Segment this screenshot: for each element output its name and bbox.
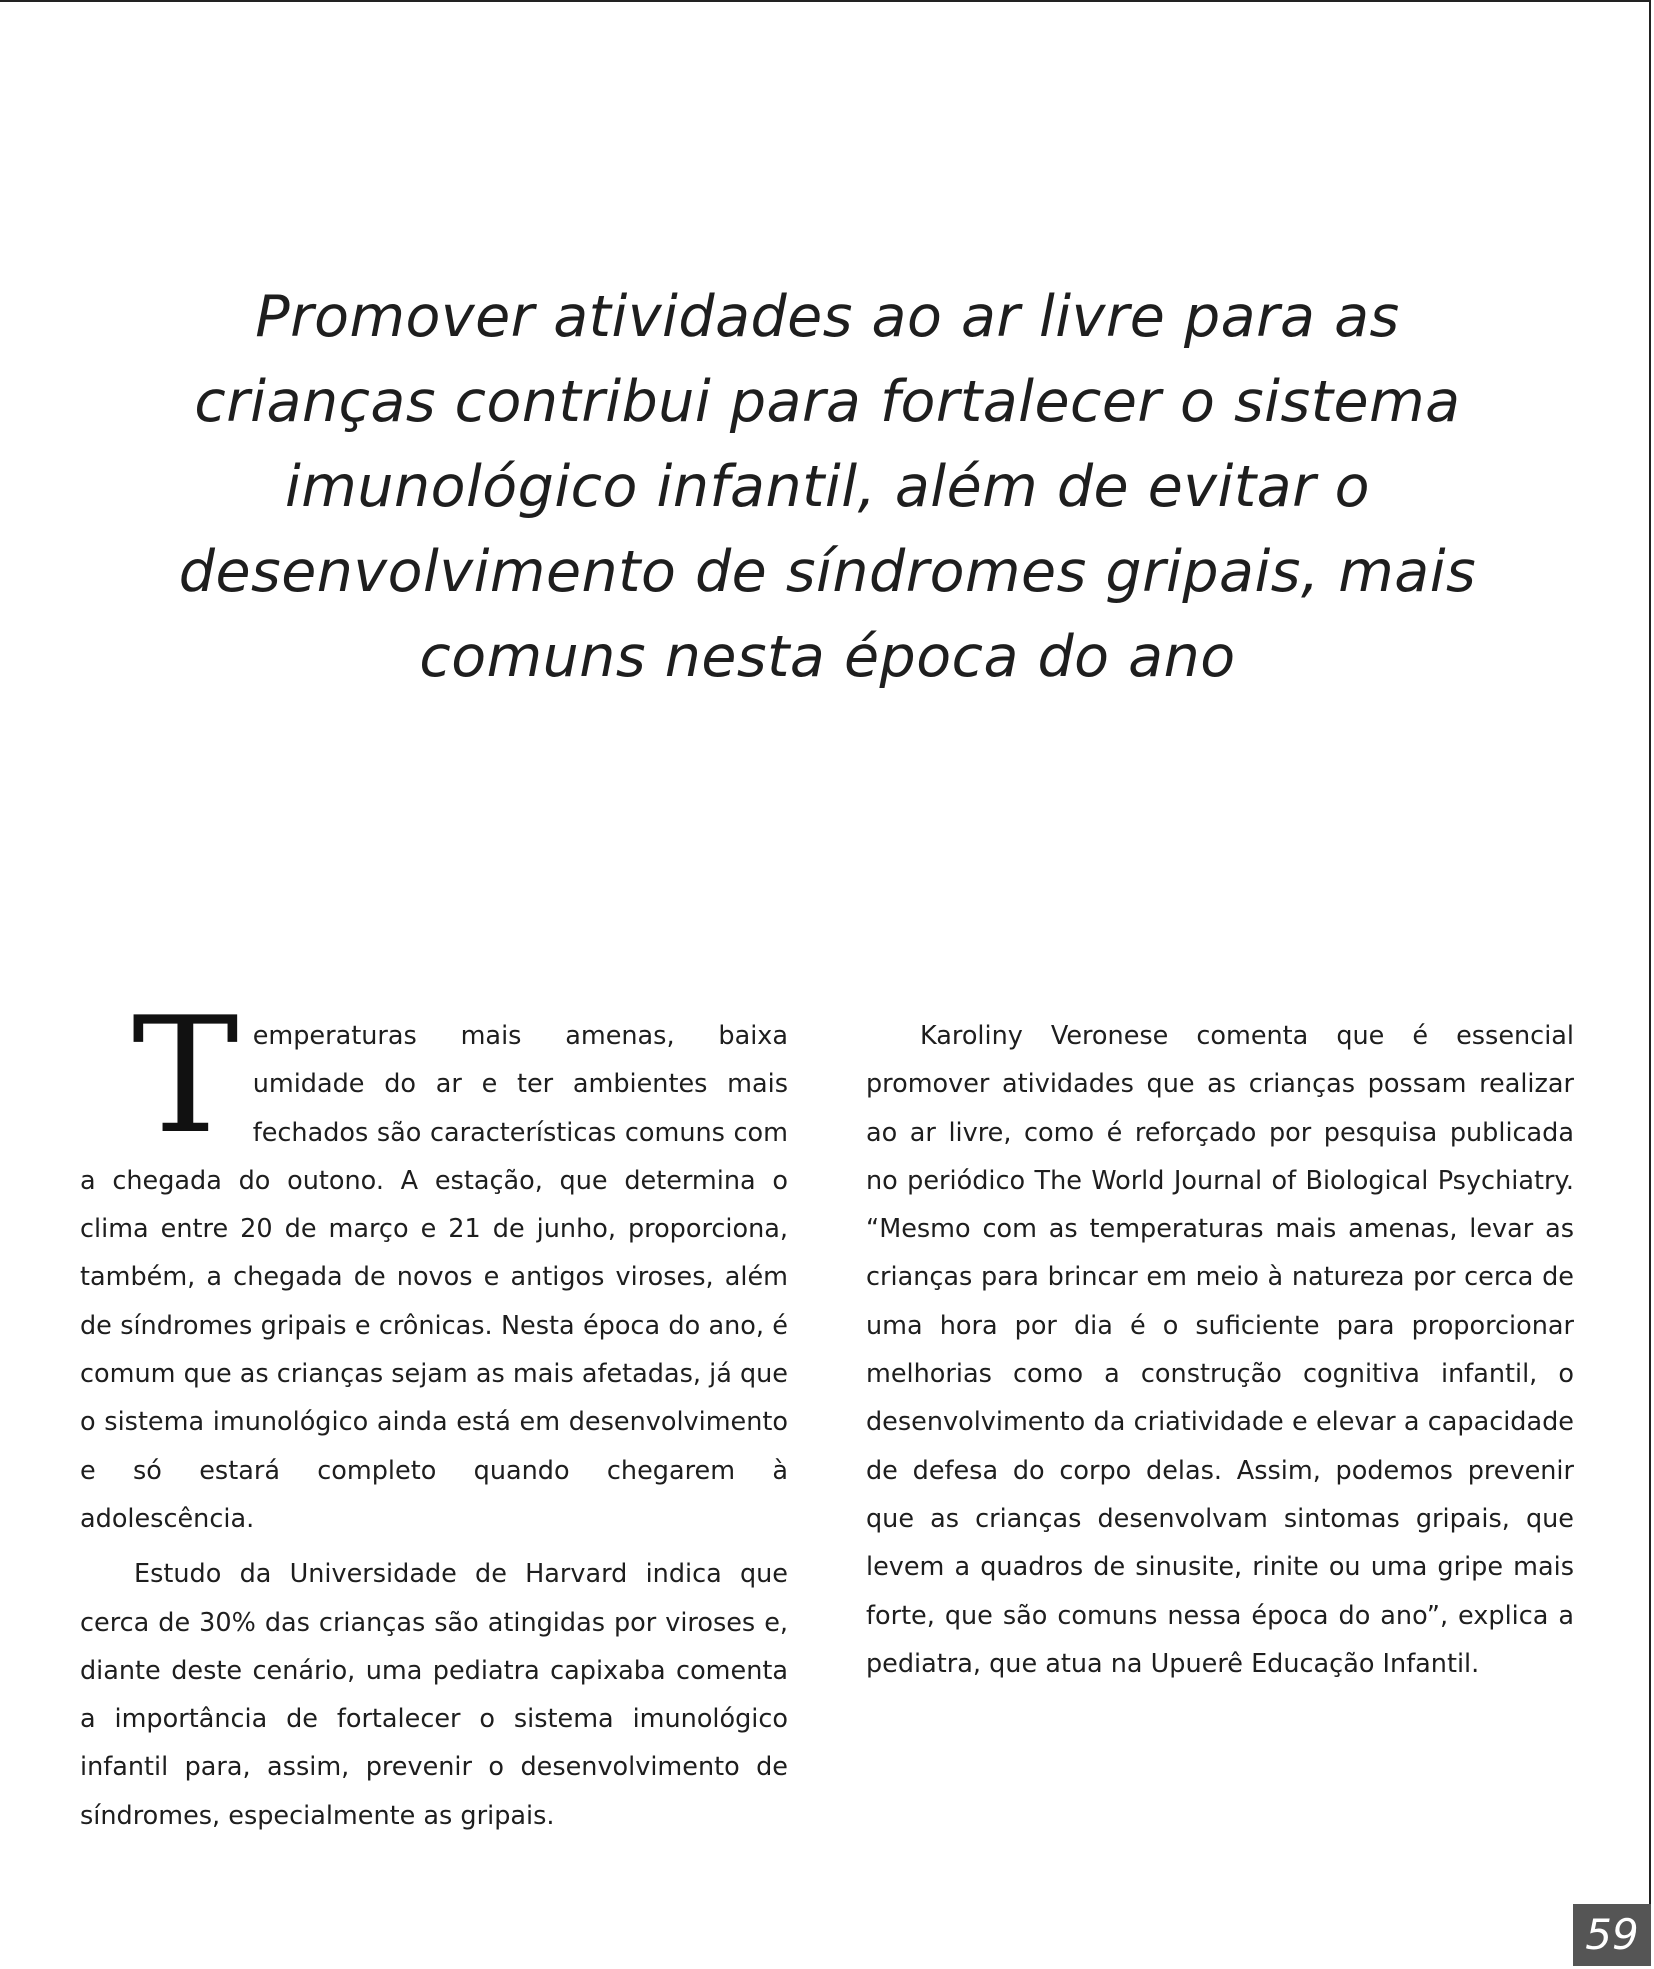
article-left-column xyxy=(80,982,788,1840)
article-paragraph: Estudo da Universidade de Harvard indica que cerca de 30% das crianças são atingidas por viroses e, diante deste cenário, uma pediatra capixaba comenta a importância de fortalecer o sistema imunológico infantil para, assim, prevenir o desenvolvimento de síndromes, especialmente as gripais. xyxy=(80,1559,788,1831)
drop-cap: T xyxy=(132,982,239,1169)
page-number: 59 xyxy=(1573,1904,1651,1966)
article-paragraph xyxy=(80,982,788,1543)
paragraph-text: emperaturas mais amenas, baixa umidade do ar e ter ambientes mais fechados são características comuns com a chegada do outono. A estação, que determina o clima entre 20 de março e 21 de junho, proporciona, também, a chegada de novos e antigos viroses, além de síndromes gripais e crônicas. Nesta época do ano, é comum que as crianças sejam as mais afetadas, já que o sistema imunológico ainda está em desenvolvimento e só estará completo quando chegarem à adolescência. xyxy=(80,1021,788,1534)
article-right-column xyxy=(866,1012,1574,1688)
article-headline: Promover atividades ao ar livre para as crianças contribui para fortalecer o sistema imunológico infantil, além de evitar o desenvolvimento de síndromes gripais, mais comuns nesta época do ano xyxy=(178,284,1477,690)
article-paragraph: Karoliny Veronese comenta que é essencial promover atividades que as crianças possam realizar ao ar livre, como é reforçado por pesquisa publicada no periódico The World Journal of Biological Psychiatry. “Mesmo com as temperaturas mais amenas, levar as crianças para brincar em meio à natureza por cerca de uma hora por dia é o suficiente para proporcionar melhorias como a construção cognitiva infantil, o desenvolvimento da criatividade e elevar a capacidade de defesa do corpo delas. Assim, podemos prevenir que as crianças desenvolvam sintomas gripais, que levem a quadros de sinusite, rinite ou uma gripe mais forte, que são comuns nessa época do ano”, explica a pediatra, que atua na Upuerê Educação Infantil. xyxy=(866,1021,1574,1679)
